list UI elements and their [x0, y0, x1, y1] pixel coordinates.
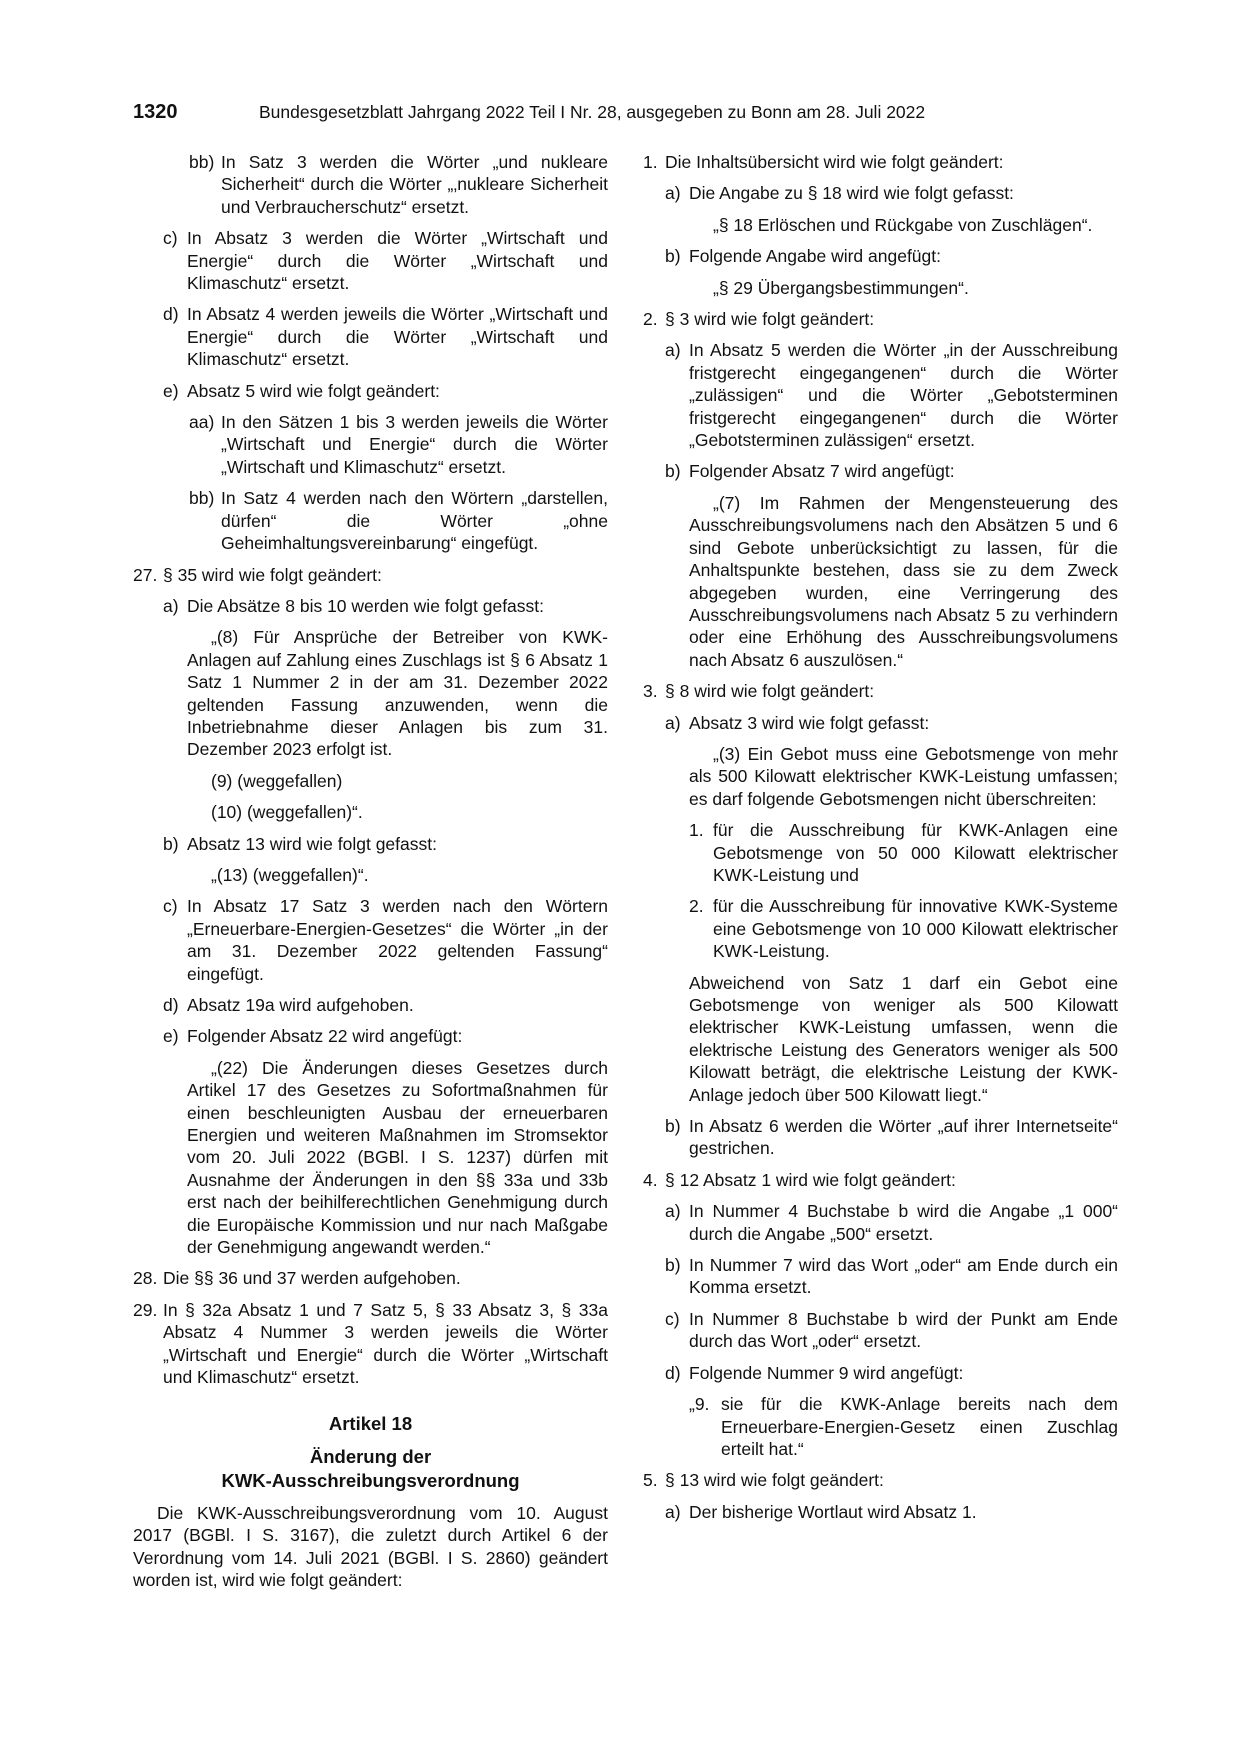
item-text: § 13 wird wie folgt geändert:	[665, 1470, 884, 1491]
item-text: sie für die KWK-Anlage bereits nach dem Erneuerbare-Energien-Gesetz einen Zuschlag erteilt hat.“	[721, 1394, 1118, 1459]
item-text: In den Sätzen 1 bis 3 werden jeweils die Wörter „Wirtschaft und Energie“ durch die Wörter „Wirtschaft und Klimaschutz“ ersetzt.	[221, 412, 608, 477]
item-27-a	[163, 595, 608, 617]
item-27-d	[163, 994, 608, 1016]
item-2-b	[665, 460, 1118, 482]
item-label: c)	[665, 1308, 680, 1329]
quote-paragraph-8: „(8) Für Ansprüche der Betreiber von KWK-Anlagen auf Zahlung eines Zuschlags ist § 6 Absatz 1 Satz 1 Nummer 2 in der am 31. Dezember 2022 geltenden Fassung anzuwenden, wenn die Inbetriebnahme dieser Anlagen bis zum 31. Dezember 2023 erfolgt ist.	[187, 627, 608, 760]
item-label: 2.	[643, 309, 658, 330]
item-label: b)	[665, 1255, 681, 1276]
item-text: In Absatz 3 werden die Wörter „Wirtschaft und Energie“ durch die Wörter „Wirtschaft und Klimaschutz“ ersetzt.	[187, 228, 608, 294]
item-label: b)	[665, 246, 681, 267]
item-1	[643, 151, 1118, 173]
quote-paragraph-13: „(13) (weggefallen)“.	[211, 864, 369, 885]
item-label: d)	[665, 1362, 681, 1383]
quote-paragraph-9: (9) (weggefallen)	[211, 770, 343, 791]
item-label: 3.	[643, 681, 658, 702]
item-d	[163, 303, 608, 370]
item-4-c	[665, 1308, 1118, 1353]
item-text: In Absatz 4 werden jeweils die Wörter „Wirtschaft und Energie“ durch die Wörter „Wirtschaft und Klimaschutz“ ersetzt.	[187, 304, 608, 370]
quote-number-9	[689, 1393, 1118, 1460]
quote-item-1	[689, 819, 1118, 886]
item-1-a	[665, 182, 1118, 204]
quote-heading-18: „§ 18 Erlöschen und Rückgabe von Zuschlägen“.	[713, 214, 1093, 235]
item-text: Folgender Absatz 7 wird angefügt:	[689, 461, 955, 482]
item-text: In Absatz 6 werden die Wörter „auf ihrer Internetseite“ gestrichen.	[689, 1116, 1118, 1159]
quote-sentence-2: Abweichend von Satz 1 darf ein Gebot eine Gebotsmenge von weniger als 500 Kilowatt elektrischer KWK-Leistung umfassen, wenn die elektrische Leistung des Generators weniger als 500 Kilowatt beträgt, die elektrische Leistung der KWK-Anlage jedoch über 500 Kilowatt liegt.“	[689, 972, 1118, 1105]
item-label: e)	[163, 380, 179, 401]
item-label: a)	[665, 1501, 681, 1522]
article-title-line-2: KWK-Ausschreibungsverordnung	[221, 1469, 520, 1491]
item-label: b)	[163, 833, 179, 854]
item-2	[643, 308, 1118, 330]
item-label: 27.	[133, 564, 158, 585]
item-28	[133, 1267, 608, 1289]
quote-paragraph-3: „(3) Ein Gebot muss eine Gebotsmenge von mehr als 500 Kilowatt elektrischer KWK-Leistung umfassen; es darf folgende Gebotsmengen nicht überschreiten:	[689, 743, 1118, 809]
item-label: a)	[665, 1201, 681, 1222]
quote-item-2	[689, 895, 1118, 962]
item-text: Absatz 19a wird aufgehoben.	[187, 995, 414, 1015]
item-label: a)	[665, 340, 681, 361]
item-label: bb)	[189, 488, 215, 509]
item-label: 29.	[133, 1299, 158, 1320]
item-text: Folgender Absatz 22 wird angefügt:	[187, 1026, 463, 1047]
item-text: In Nummer 7 wird das Wort „oder“ am Ende durch ein Komma ersetzt.	[689, 1255, 1118, 1298]
item-text: Der bisherige Wortlaut wird Absatz 1.	[689, 1501, 977, 1522]
item-c	[163, 227, 608, 294]
item-text: Die Absätze 8 bis 10 werden wie folgt gefasst:	[187, 595, 545, 616]
item-label: 4.	[643, 1169, 658, 1190]
item-label: 1.	[643, 152, 658, 172]
item-4-b	[665, 1254, 1118, 1299]
item-label: a)	[665, 712, 681, 733]
item-text: In Nummer 4 Buchstabe b wird die Angabe „1 000“ durch die Angabe „500“ ersetzt.	[689, 1201, 1118, 1244]
item-29	[133, 1299, 608, 1389]
item-label: c)	[163, 896, 178, 917]
item-label: a)	[665, 183, 681, 204]
item-4	[643, 1169, 1118, 1191]
quote-heading-29: „§ 29 Übergangsbestimmungen“.	[713, 277, 969, 298]
item-27	[133, 564, 608, 586]
page-header	[133, 101, 1113, 127]
item-aa	[189, 411, 608, 478]
item-text: Absatz 5 wird wie folgt geändert:	[187, 380, 440, 401]
item-label: „9.	[689, 1394, 710, 1415]
item-label: aa)	[189, 412, 215, 433]
quote-paragraph-22: „(22) Die Änderungen dieses Gesetzes durch Artikel 17 des Gesetzes zu Sofortmaßnahmen für einen beschleunigten Ausbau der erneuerbaren Energien und weiteren Maßnahmen im Stromsektor vom 20. Juli 2022 (BGBl. I S. 1237) dürfen mit Ausnahme der Änderungen in den §§ 33a und 33b erst nach der beihilferechtlichen Genehmigung durch die Europäische Kommission und nur nach Maßgabe der Genehmigung angewandt werden.“	[187, 1057, 608, 1258]
item-text: § 3 wird wie folgt geändert:	[665, 309, 875, 330]
item-3	[643, 680, 1118, 702]
item-text: § 12 Absatz 1 wird wie folgt geändert:	[665, 1169, 956, 1190]
item-text: Absatz 3 wird wie folgt gefasst:	[689, 712, 930, 733]
item-text: für die Ausschreibung für innovative KWK-Systeme eine Gebotsmenge von 10 000 Kilowatt elektrischer KWK-Leistung.	[713, 896, 1118, 962]
quote-paragraph-10: (10) (weggefallen)“.	[211, 802, 363, 823]
item-3-b	[665, 1115, 1118, 1160]
item-label: e)	[163, 1026, 179, 1047]
item-text: Die §§ 36 und 37 werden aufgehoben.	[163, 1268, 461, 1289]
item-text: In Nummer 8 Buchstabe b wird der Punkt am Ende durch das Wort „oder“ ersetzt.	[689, 1308, 1118, 1352]
item-text: Absatz 13 wird wie folgt gefasst:	[187, 833, 437, 854]
item-bb	[189, 151, 608, 218]
item-label: bb)	[189, 152, 215, 172]
item-3-a	[665, 712, 1118, 734]
item-text: In Absatz 17 Satz 3 werden nach den Wörtern „Erneuerbare-Energien-Gesetzes“ die Wörter „in der am 31. Dezember 2022 geltenden Fassung“ eingefügt.	[187, 896, 608, 984]
item-text: Folgende Angabe wird angefügt:	[689, 246, 941, 267]
item-5-a	[665, 1501, 1118, 1523]
item-label: b)	[665, 461, 681, 482]
item-text: In Satz 3 werden die Wörter „und nukleare Sicherheit“ durch die Wörter „‚nukleare Sicherheit und Verbraucherschutz“ ersetzt.	[221, 152, 608, 217]
item-label: d)	[163, 995, 179, 1015]
article-intro: Die KWK-Ausschreibungsverordnung vom 10. August 2017 (BGBl. I S. 3167), die zuletzt durch Artikel 6 der Verordnung vom 14. Juli 2021 (BGBl. I S. 2860) geändert worden ist, wird wie folgt geändert:	[133, 1502, 608, 1591]
item-label: 5.	[643, 1470, 658, 1491]
item-text: § 35 wird wie folgt geändert:	[163, 564, 382, 585]
page-number: 1320	[133, 101, 178, 123]
item-label: 2.	[689, 896, 704, 917]
item-text: Folgende Nummer 9 wird angefügt:	[689, 1362, 964, 1383]
item-text: In § 32a Absatz 1 und 7 Satz 5, § 33 Absatz 3, § 33a Absatz 4 Nummer 3 werden jeweils die Wörter „Wirtschaft und Energie“ durch die Wörter „Wirtschaft und Klimaschutz“ ersetzt.	[163, 1299, 608, 1388]
item-27-c	[163, 895, 608, 985]
item-label: d)	[163, 304, 179, 325]
running-title: Bundesgesetzblatt Jahrgang 2022 Teil I Nr. 28, ausgegeben zu Bonn am 28. Juli 2022	[259, 102, 926, 122]
item-label: a)	[163, 595, 179, 616]
item-bb-2	[189, 487, 608, 554]
right-column	[643, 151, 1118, 1532]
item-27-e	[163, 1025, 608, 1047]
item-text: Die Inhaltsübersicht wird wie folgt geändert:	[665, 152, 1004, 172]
item-text: In Absatz 5 werden die Wörter „in der Ausschreibung fristgerecht eingegangenen“ durch die Wörter „zulässigen“ und die Wörter „Gebotsterminen fristgerecht eingegangenen“ durch die Wörter „Gebotsterminen zulässigen“ ersetzt.	[689, 340, 1118, 451]
article-title-line-1: Änderung der	[309, 1445, 432, 1467]
item-text: für die Ausschreibung für KWK-Anlagen eine Gebotsmenge von 50 000 Kilowatt elektrischer KWK-Leistung und	[713, 820, 1118, 885]
item-text: § 8 wird wie folgt geändert:	[665, 681, 875, 702]
item-label: c)	[163, 228, 178, 249]
item-label: 1.	[689, 820, 704, 841]
item-label: b)	[665, 1116, 681, 1137]
item-text: Die Angabe zu § 18 wird wie folgt gefasst:	[689, 183, 1014, 204]
left-column	[133, 151, 608, 1592]
item-1-b	[665, 245, 1118, 267]
item-e	[163, 380, 608, 402]
item-4-a	[665, 1200, 1118, 1245]
item-27-b	[163, 833, 608, 855]
item-label: 28.	[133, 1268, 158, 1289]
article-number: Artikel 18	[328, 1412, 413, 1434]
article-title	[133, 1445, 608, 1493]
quote-paragraph-7: „(7) Im Rahmen der Mengensteuerung des Ausschreibungsvolumens nach den Absätzen 5 und 6 sind Gebote unberücksichtigt zu lassen, für die Anhaltspunkte bestehen, dass sie zu dem Zweck abgegeben wurden, eine Verringerung des Ausschreibungsvolumens nach Absatz 5 zu verhindern oder eine Erhöhung des Ausschreibungsvolumens nach Absatz 6 auszulösen.“	[689, 492, 1118, 670]
item-2-a	[665, 339, 1118, 451]
item-4-d	[665, 1362, 1118, 1384]
item-text: In Satz 4 werden nach den Wörtern „darstellen, dürfen“ die Wörter „ohne Geheimhaltungsvereinbarung“ eingefügt.	[221, 488, 608, 554]
item-5	[643, 1469, 1118, 1491]
